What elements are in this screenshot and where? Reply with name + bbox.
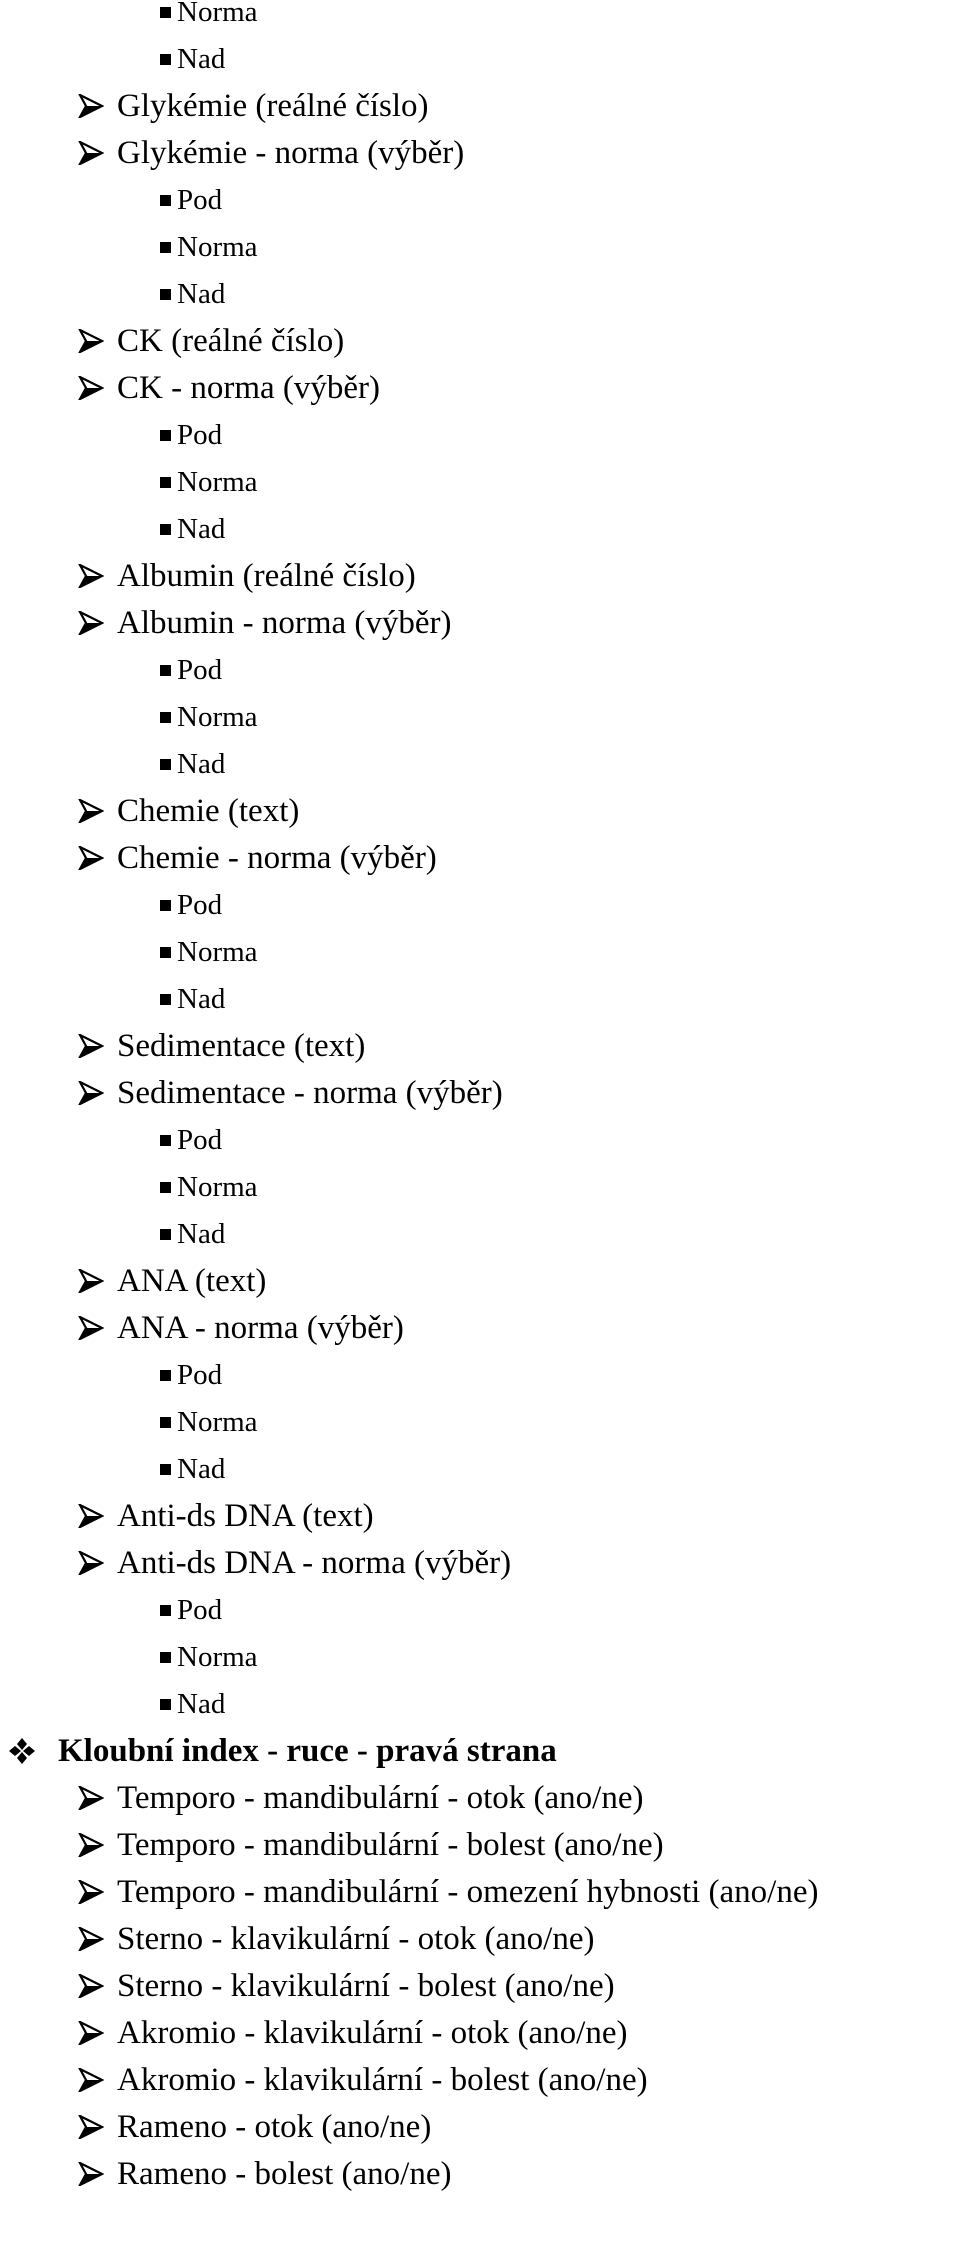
- square-bullet-icon: [160, 759, 171, 770]
- arrow-bullet-icon: [78, 2162, 104, 2186]
- arrow-bullet-icon: [78, 329, 104, 353]
- arrow-bullet-icon: [78, 1551, 104, 1575]
- item-label: Anti-ds DNA (text): [117, 1497, 374, 1534]
- arrow-bullet-icon: [78, 1504, 104, 1528]
- item-label: Nad: [177, 1217, 226, 1250]
- item-label: Pod: [177, 1358, 223, 1391]
- arrow-bullet-icon: [78, 1880, 104, 1904]
- arrow-bullet-icon: [78, 1269, 104, 1293]
- square-bullet-icon: [160, 1464, 171, 1475]
- item-label: CK (reálné číslo): [117, 322, 345, 359]
- arrow-bullet-icon: [78, 376, 104, 400]
- item-label: Norma: [177, 1170, 258, 1203]
- arrow-bullet-icon: [78, 2021, 104, 2045]
- square-bullet-icon: [160, 195, 171, 206]
- arrow-bullet-icon: [78, 1786, 104, 1810]
- item-label: Temporo - mandibulární - omezení hybnosti (ano/ne): [117, 1873, 819, 1910]
- item-label: Sterno - klavikulární - otok (ano/ne): [117, 1920, 595, 1957]
- item-label: ANA (text): [117, 1262, 267, 1299]
- arrow-bullet-icon: [78, 94, 104, 118]
- item-label: Nad: [177, 747, 226, 780]
- item-label: Norma: [177, 1640, 258, 1673]
- item-label: Norma: [177, 230, 258, 263]
- item-label: Pod: [177, 183, 223, 216]
- arrow-bullet-icon: [78, 1034, 104, 1058]
- square-bullet-icon: [160, 1229, 171, 1240]
- item-label: Chemie - norma (výběr): [117, 839, 437, 876]
- item-label: Nad: [177, 512, 226, 545]
- item-label: Pod: [177, 1593, 223, 1626]
- square-bullet-icon: [160, 7, 171, 18]
- item-label: ANA - norma (výběr): [117, 1309, 404, 1346]
- arrow-bullet-icon: [78, 1081, 104, 1105]
- arrow-bullet-icon: [78, 564, 104, 588]
- item-label: Pod: [177, 653, 223, 686]
- square-bullet-icon: [160, 1605, 171, 1616]
- arrow-bullet-icon: [78, 611, 104, 635]
- square-bullet-icon: [160, 900, 171, 911]
- item-label: Nad: [177, 42, 226, 75]
- item-label: CK - norma (výběr): [117, 369, 381, 406]
- item-label: Rameno - bolest (ano/ne): [117, 2155, 452, 2192]
- arrow-bullet-icon: [78, 1927, 104, 1951]
- diamond-bullet-icon: [8, 1737, 36, 1765]
- square-bullet-icon: [160, 1135, 171, 1146]
- item-label: Nad: [177, 1452, 226, 1485]
- square-bullet-icon: [160, 242, 171, 253]
- arrow-bullet-icon: [78, 2115, 104, 2139]
- item-label: Nad: [177, 277, 226, 310]
- item-label: Nad: [177, 982, 226, 1015]
- square-bullet-icon: [160, 994, 171, 1005]
- item-label: Anti-ds DNA - norma (výběr): [117, 1544, 512, 1581]
- square-bullet-icon: [160, 712, 171, 723]
- item-label: Norma: [177, 700, 258, 733]
- item-label: Temporo - mandibulární - bolest (ano/ne): [117, 1826, 664, 1863]
- item-label: Norma: [177, 1405, 258, 1438]
- item-label: Rameno - otok (ano/ne): [117, 2108, 432, 2145]
- item-label: Chemie (text): [117, 792, 300, 829]
- arrow-bullet-icon: [78, 2068, 104, 2092]
- item-label: Norma: [177, 935, 258, 968]
- item-label: Norma: [177, 465, 258, 498]
- item-label: Glykémie - norma (výběr): [117, 134, 465, 171]
- item-label: Norma: [177, 0, 258, 28]
- square-bullet-icon: [160, 477, 171, 488]
- item-label: Akromio - klavikulární - otok (ano/ne): [117, 2014, 628, 2051]
- square-bullet-icon: [160, 430, 171, 441]
- item-label: Glykémie (reálné číslo): [117, 87, 429, 124]
- arrow-bullet-icon: [78, 1974, 104, 1998]
- square-bullet-icon: [160, 1370, 171, 1381]
- square-bullet-icon: [160, 524, 171, 535]
- item-label: Pod: [177, 1123, 223, 1156]
- square-bullet-icon: [160, 1652, 171, 1663]
- item-label: Pod: [177, 888, 223, 921]
- square-bullet-icon: [160, 947, 171, 958]
- arrow-bullet-icon: [78, 1833, 104, 1857]
- item-label: Akromio - klavikulární - bolest (ano/ne): [117, 2061, 648, 2098]
- item-label: Pod: [177, 418, 223, 451]
- square-bullet-icon: [160, 1699, 171, 1710]
- item-label: Temporo - mandibulární - otok (ano/ne): [117, 1779, 644, 1816]
- arrow-bullet-icon: [78, 1316, 104, 1340]
- item-label: Sedimentace - norma (výběr): [117, 1074, 503, 1111]
- arrow-bullet-icon: [78, 846, 104, 870]
- square-bullet-icon: [160, 665, 171, 676]
- item-label: Sedimentace (text): [117, 1027, 366, 1064]
- square-bullet-icon: [160, 1417, 171, 1428]
- arrow-bullet-icon: [78, 799, 104, 823]
- arrow-bullet-icon: [78, 141, 104, 165]
- square-bullet-icon: [160, 54, 171, 65]
- square-bullet-icon: [160, 1182, 171, 1193]
- item-label: Nad: [177, 1687, 226, 1720]
- square-bullet-icon: [160, 289, 171, 300]
- item-label: Albumin (reálné číslo): [117, 557, 416, 594]
- item-label: Albumin - norma (výběr): [117, 604, 452, 641]
- item-label: Sterno - klavikulární - bolest (ano/ne): [117, 1967, 615, 2004]
- section-title: Kloubní index - ruce - pravá strana: [58, 1732, 557, 1769]
